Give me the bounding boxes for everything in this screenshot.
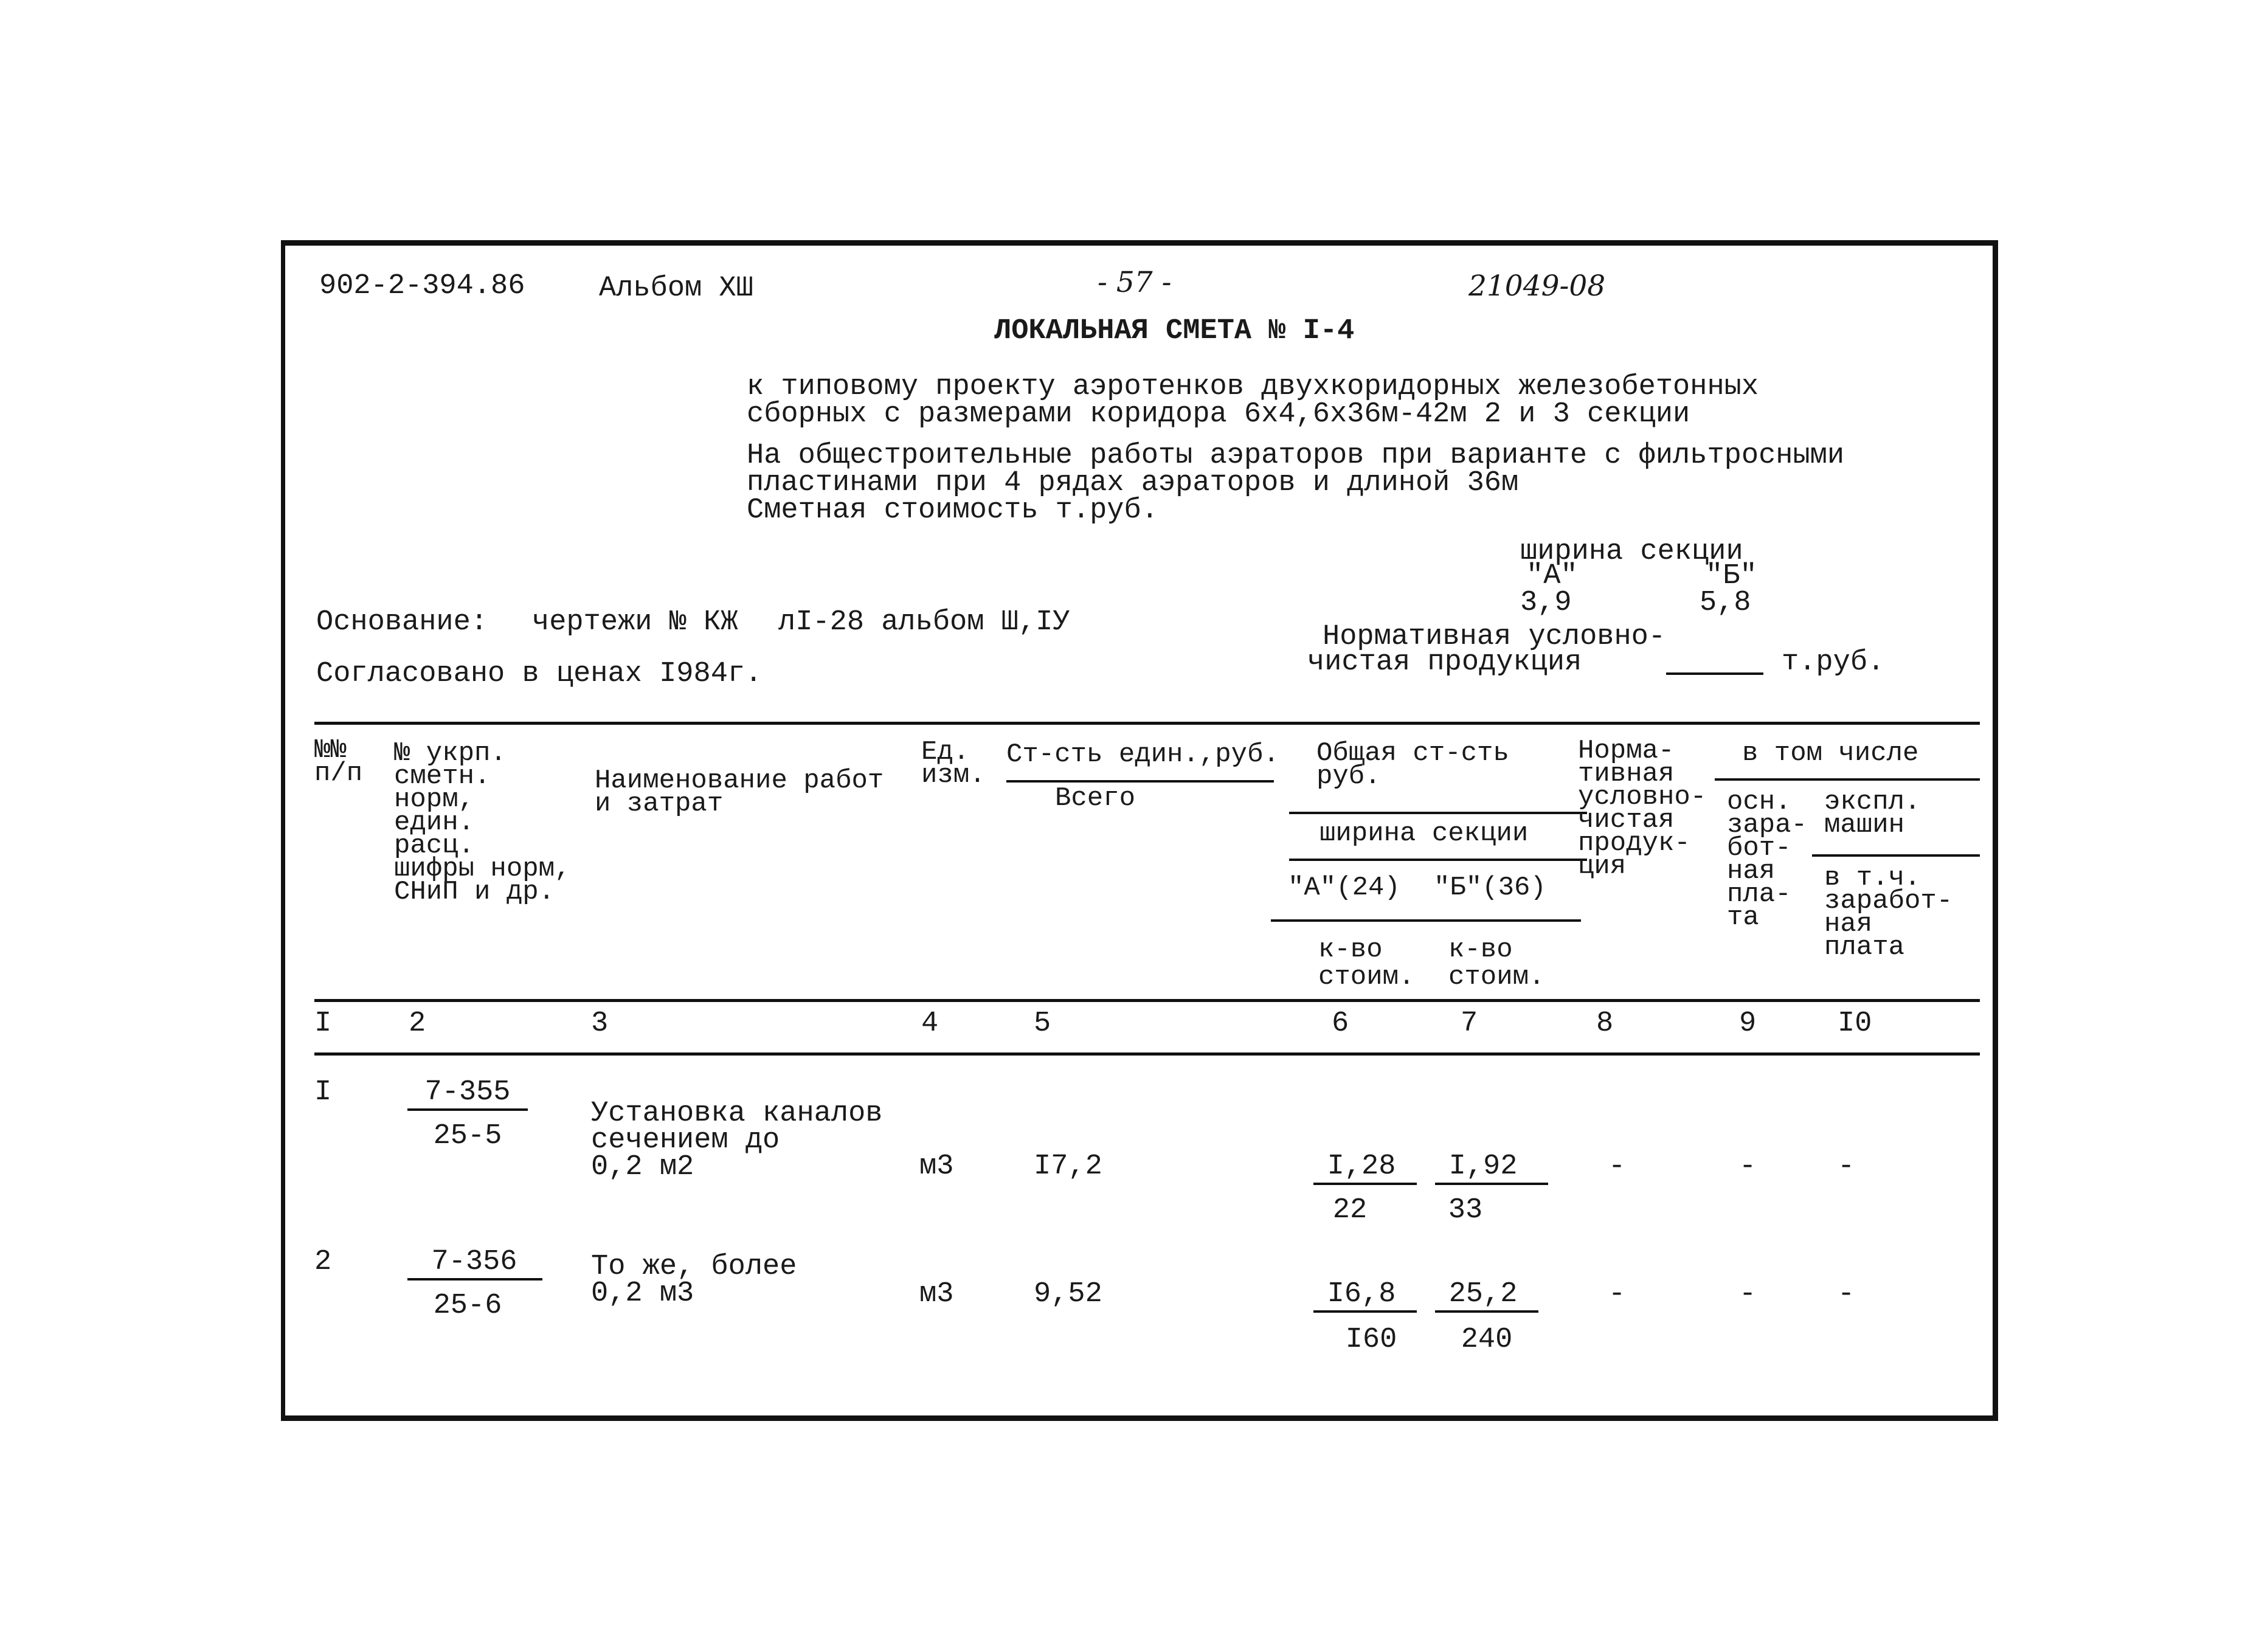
section-a-cost: I6,8 (1327, 1278, 1396, 1310)
norm-code-bottom: 25-5 (433, 1120, 502, 1152)
unit-price: 9,52 (1034, 1278, 1102, 1310)
section-a-rule (1313, 1183, 1417, 1185)
section-width-label: ширина секции (1520, 536, 1743, 568)
header-col8: Норма- тивная условно- чистая продук- ция (1578, 736, 1707, 882)
header-col6-sub: к-во стоим. (1318, 935, 1415, 992)
col-number-5: 5 (1034, 1007, 1051, 1040)
header-col5-top: Ст-сть един.,руб. (1006, 739, 1279, 770)
subtitle-line-1: к типовому проекту аэротенков двухкоридорных железобетонных (747, 371, 1759, 403)
header-col10-top: экспл. машин (1824, 787, 1921, 840)
normative-unit: т.руб. (1782, 646, 1885, 679)
work-name: Установка каналов сечением до 0,2 м2 (591, 1097, 883, 1183)
normative-blank-line (1666, 672, 1763, 675)
section-width-rule (1289, 812, 1587, 814)
col-number-7: 7 (1461, 1007, 1478, 1040)
machines-value: - (1838, 1150, 1855, 1183)
normative-line-1: Нормативная условно- (1323, 621, 1666, 653)
header-col4: Ед. изм. (921, 737, 986, 790)
works-line-1: На общестроительные работы аэраторов при варианте с фильтросными (747, 440, 1845, 472)
section-a-cost: I,28 (1327, 1150, 1396, 1183)
project-code: 902-2-394.86 (319, 270, 525, 302)
section-a-qty: I60 (1345, 1324, 1397, 1356)
machines-rule (1812, 854, 1980, 857)
col-number-2: 2 (409, 1007, 426, 1040)
col-number-10: I0 (1838, 1007, 1872, 1040)
header-col3: Наименование работ и затрат (595, 766, 884, 819)
works-line-2: пластинами при 4 рядах аэраторов и длиной 36м (747, 467, 1519, 499)
section-b-label: "Б" (1706, 560, 1757, 592)
section-b-rule (1435, 1310, 1538, 1313)
header-col1: №№ п/п (314, 735, 363, 789)
unit-measure: м3 (919, 1150, 954, 1183)
norm-code-bottom: 25-6 (433, 1290, 502, 1322)
table-top-rule (314, 722, 1980, 725)
normative-value: - (1608, 1278, 1626, 1310)
basis-label: Основание: (316, 606, 488, 638)
basis-drawings: чертежи № КЖ (532, 606, 738, 638)
doc-number: 21049-08 (1468, 269, 1606, 303)
header-col6-section: "А"(24) (1288, 873, 1400, 903)
unit-measure: м3 (919, 1278, 954, 1310)
section-b-cost: 25,2 (1448, 1278, 1518, 1310)
normative-line-2: чистая продукция (1307, 646, 1582, 679)
section-b-value: 5,8 (1700, 587, 1751, 619)
col-number-4: 4 (921, 1007, 939, 1040)
header-col67-top: Общая ст-сть руб. (1316, 738, 1509, 792)
header-col5-bottom: Всего (1055, 783, 1136, 814)
section-a-label: "А" (1526, 560, 1578, 592)
section-sub-rule (1271, 919, 1581, 922)
col-numbers-rule (314, 1052, 1980, 1056)
section-b-qty: 33 (1448, 1194, 1483, 1226)
col-number-9: 9 (1739, 1007, 1757, 1040)
row-number: 2 (314, 1246, 332, 1278)
section-width-rule-2 (1289, 859, 1587, 861)
row-number: I (314, 1076, 332, 1108)
agreed-prices: Согласовано в ценах I984г. (316, 658, 763, 690)
normative-value: - (1608, 1150, 1626, 1183)
norm-code-rule (407, 1278, 542, 1280)
col-number-6: 6 (1332, 1007, 1349, 1040)
subtitle-line-2: сборных с размерами коридора 6х4,6х36м-42м 2 и 3 секции (747, 398, 1690, 430)
machines-value: - (1838, 1278, 1855, 1310)
header-bottom-rule (314, 999, 1980, 1002)
header-col2: № укрп. сметн. норм, един. расц. шифры норм, СНиП и др. (394, 738, 571, 907)
section-b-cost: I,92 (1448, 1150, 1518, 1183)
document-title: ЛОКАЛЬНАЯ СМЕТА № I-4 (994, 315, 1355, 347)
unit-cost-rule (1006, 780, 1274, 783)
basis-sheets: лI-28 альбом Ш,IУ (778, 606, 1070, 638)
header-col910-top: в том числе (1742, 738, 1919, 769)
header-col7-sub: к-во стоим. (1448, 935, 1545, 992)
col-number-8: 8 (1596, 1007, 1614, 1040)
col-number-1: I (314, 1007, 332, 1040)
incl-rule (1715, 778, 1980, 781)
page-number: - 57 - (1098, 266, 1172, 299)
section-a-qty: 22 (1332, 1194, 1368, 1226)
section-a-rule (1313, 1310, 1417, 1313)
salary-value: - (1739, 1150, 1757, 1183)
header-col10-sub: в т.ч. заработ- ная плата (1824, 863, 1953, 963)
header-col67-width: ширина секции (1320, 818, 1529, 849)
norm-code-rule (407, 1108, 528, 1111)
norm-code-top: 7-355 (424, 1076, 511, 1108)
col-number-3: 3 (591, 1007, 609, 1040)
section-a-value: 3,9 (1520, 587, 1572, 619)
estimated-cost: Сметная стоимость т.руб. (747, 494, 1158, 527)
salary-value: - (1739, 1278, 1757, 1310)
section-b-qty: 240 (1461, 1324, 1513, 1356)
header-col9: осн. зара- бот- ная пла- та (1727, 787, 1808, 933)
unit-price: I7,2 (1034, 1150, 1102, 1183)
album-label: Альбом XШ (599, 272, 753, 305)
section-b-rule (1435, 1183, 1548, 1185)
header-col7-section: "Б"(36) (1434, 873, 1546, 903)
work-name: То же, более 0,2 м3 (591, 1251, 797, 1310)
norm-code-top: 7-356 (431, 1246, 517, 1278)
